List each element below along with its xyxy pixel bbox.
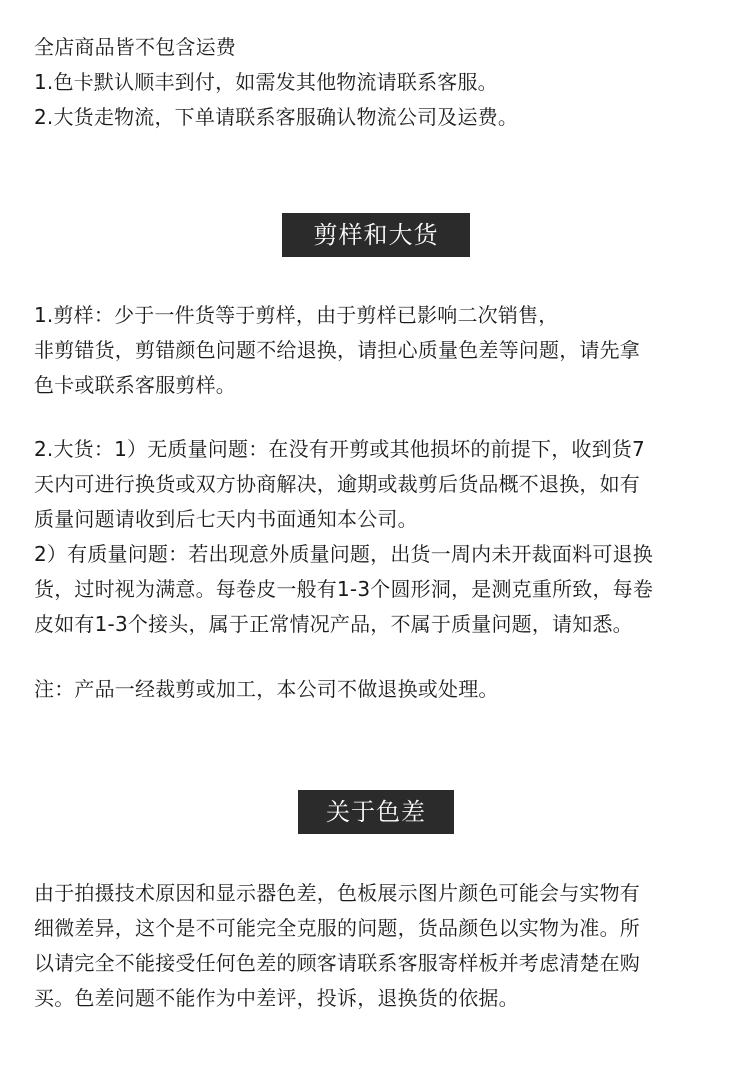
paragraph-line: 色卡或联系客服剪样。 <box>34 373 236 397</box>
cut-sample-paragraph <box>34 298 724 403</box>
paragraph-line: 货，过时视为满意。每卷皮一般有1-3个圆形洞，是测克重所致，每卷 <box>34 577 654 601</box>
section-heading-color-difference: 关于色差 <box>298 790 454 834</box>
note-paragraph <box>34 672 724 707</box>
bulk-paragraph <box>34 432 724 642</box>
paragraph-line: 2）有质量问题：若出现意外质量问题，出货一周内未开裁面料可退换 <box>34 542 653 566</box>
paragraph-line: 非剪错货，剪错颜色问题不给退换，请担心质量色差等问题，请先拿 <box>34 338 640 362</box>
shipping-line: 1.色卡默认顺丰到付，如需发其他物流请联系客服。 <box>34 70 498 94</box>
shipping-notice <box>34 30 724 135</box>
shipping-line: 全店商品皆不包含运费 <box>34 35 236 59</box>
paragraph-line: 天内可进行换货或双方协商解决，逾期或裁剪后货品概不退换，如有 <box>34 472 640 496</box>
paragraph-line: 买。色差问题不能作为中差评，投诉，退换货的依据。 <box>34 986 519 1010</box>
paragraph-line: 质量问题请收到后七天内书面通知本公司。 <box>34 507 418 531</box>
paragraph-line: 细微差异，这个是不可能完全克服的问题，货品颜色以实物为准。所 <box>34 916 640 940</box>
paragraph-line: 由于拍摄技术原因和显示器色差，色板展示图片颜色可能会与实物有 <box>34 881 640 905</box>
shipping-line: 2.大货走物流，下单请联系客服确认物流公司及运费。 <box>34 105 519 129</box>
note-line: 注：产品一经裁剪或加工，本公司不做退换或处理。 <box>34 677 499 701</box>
color-difference-paragraph <box>34 876 724 1016</box>
paragraph-line: 皮如有1-3个接头，属于正常情况产品，不属于质量问题，请知悉。 <box>34 612 633 636</box>
section-heading-cut-and-bulk: 剪样和大货 <box>282 213 470 257</box>
paragraph-line: 以请完全不能接受任何色差的顾客请联系客服寄样板并考虑清楚在购 <box>34 951 640 975</box>
paragraph-line: 2.大货：1）无质量问题：在没有开剪或其他损坏的前提下，收到货7 <box>34 437 645 461</box>
paragraph-line: 1.剪样：少于一件货等于剪样，由于剪样已影响二次销售， <box>34 303 559 327</box>
